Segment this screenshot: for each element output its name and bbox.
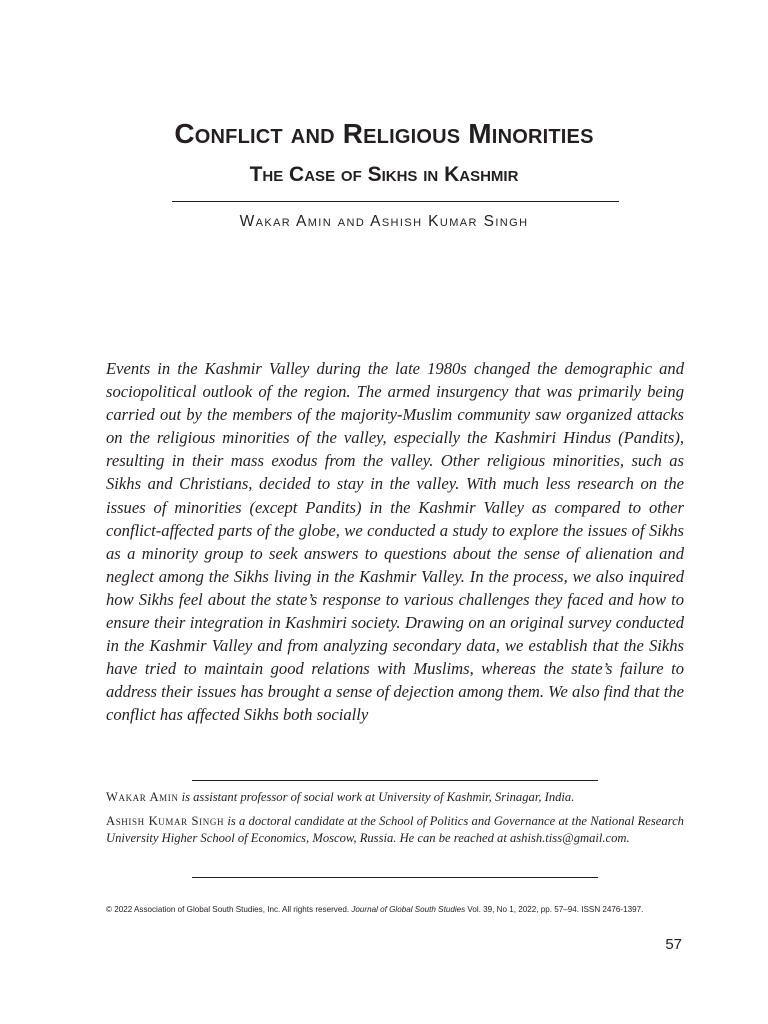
journal-name: Journal of Global South Studies bbox=[351, 905, 466, 914]
footnote-divider-bottom bbox=[192, 877, 598, 878]
footnote-divider-top bbox=[192, 780, 598, 781]
title-divider bbox=[172, 201, 619, 202]
abstract: Events in the Kashmir Valley during the late 1980s changed the demographic and sociopolitical outlook of the region. The armed insurgency that was primarily being carried out by the members of the majority-Muslim community saw organized attacks on the religious minorities of the valley, especially the Kashmiri Hindus (Pandits), resulting in their mass exodus from the valley. Other religious minorities, such as Sikhs and Christians, decided to stay in the valley. With much less research on the issues of minorities (except Pandits) in the Kashmir Valley as compared to other conflict-affected parts of the globe, we conducted a study to explore the issues of Sikhs as a minority group to seek answers to questions about the sense of alienation and neglect among the Sikhs living in the Kashmir Valley. In the process, we also inquired how Sikhs feel about the state’s response to various challenges they faced and how to ensure their integration in Kashmiri society. Drawing on an original survey conducted in the Kashmir Valley and from analyzing secondary data, we establish that the Sikhs have tried to maintain good relations with Muslims, whereas the state’s failure to address their issues has brought a sense of dejection among them. We also find that the conflict has affected Sikhs both socially bbox=[106, 359, 684, 725]
author-note-text: is assistant professor of social work at University of Kashmir, Srinagar, India. bbox=[178, 790, 575, 804]
author-note-name: Wakar Amin bbox=[106, 790, 179, 804]
author-note-text: is a doctoral candidate at the School of Politics and Governance at the National Research University Higher School of Economics, Moscow, Russia. He can be reached at ashish.tiss@gmail.com. bbox=[106, 814, 684, 845]
copyright-suffix: Vol. 39, No 1, 2022, pp. 57–94. ISSN 2476-1397. bbox=[465, 905, 644, 914]
author-note-singh bbox=[106, 813, 684, 847]
copyright-line bbox=[106, 905, 706, 914]
author-note-amin bbox=[106, 789, 684, 806]
author-note-name: Ashish Kumar Singh bbox=[106, 814, 225, 828]
article-subtitle: The Case of Sikhs in Kashmir bbox=[249, 163, 519, 186]
article-title: Conflict and Religious Minorities bbox=[174, 118, 594, 149]
page-number: 57 bbox=[665, 936, 682, 953]
author-line: Wakar Amin and Ashish Kumar Singh bbox=[239, 213, 529, 230]
copyright-prefix: © 2022 Association of Global South Studies, Inc. All rights reserved. bbox=[106, 905, 352, 914]
